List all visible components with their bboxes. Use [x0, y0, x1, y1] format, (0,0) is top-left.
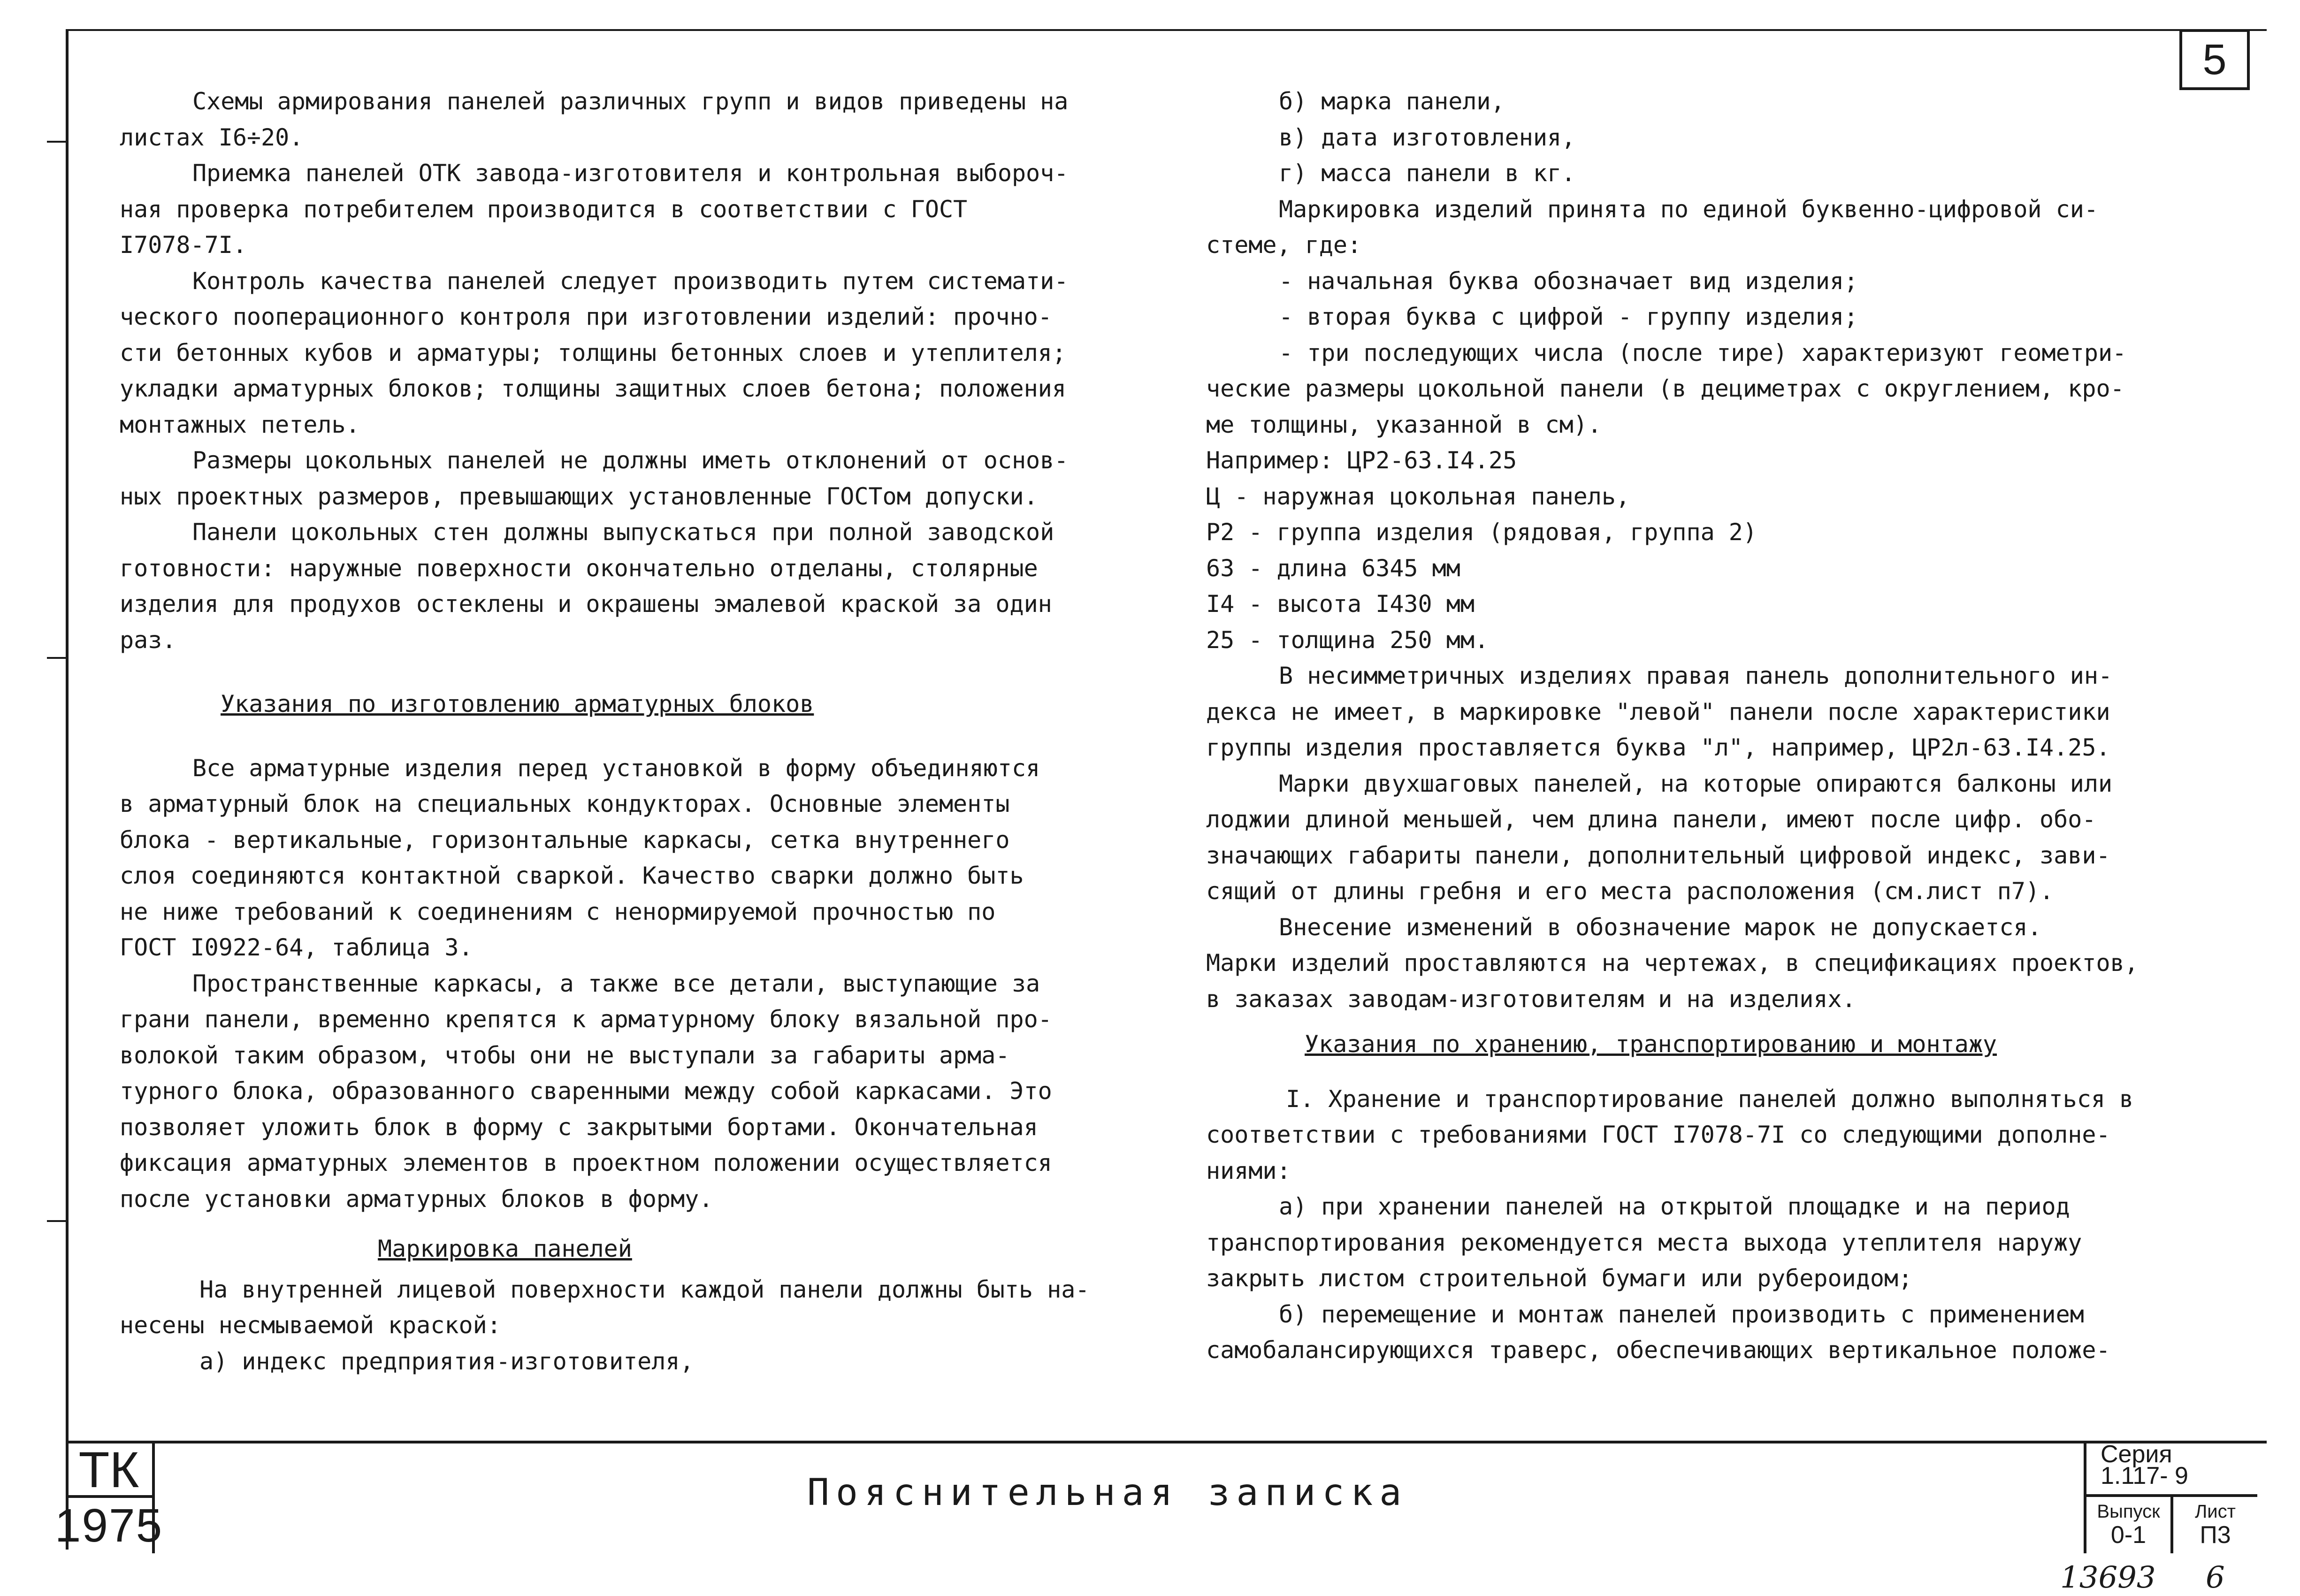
section-heading: Указания по хранению, транспортированию и монтажу: [1305, 1031, 1997, 1058]
list-value: П3: [2200, 1521, 2231, 1549]
text-line: волокой таким образом, чтобы они не выступали за габариты арма-: [120, 1041, 1010, 1069]
text-line: г) масса панели в кг.: [1279, 160, 1576, 187]
text-line: - три последующих числа (после тире) характеризуют геометри-: [1279, 339, 2127, 367]
text-line: группы изделия проставляется буква "л", например, ЦР2л-63.I4.25.: [1206, 734, 2110, 761]
text-line: декса не имеет, в маркировке "левой" панели после характеристики: [1206, 698, 2110, 725]
text-line: Контроль качества панелей следует производить путем системати-: [192, 267, 1069, 295]
text-line: ниями:: [1206, 1157, 1291, 1184]
text-line: в заказах заводам-изготовителям и на изделиях.: [1206, 985, 1856, 1013]
title-block: [54, 1441, 2267, 1553]
right-column: [1206, 84, 2215, 1368]
seria-label: Серия: [2101, 1441, 2172, 1468]
title-block-right: [2084, 1443, 2257, 1553]
text-line: не ниже требований к соединениям с ненормируемой прочностью по: [120, 898, 996, 925]
text-line: листах I6÷20.: [120, 123, 304, 151]
text-line: слоя соединяются контактной сваркой. Качество сварки должно быть: [120, 862, 1024, 889]
text-line: а) при хранении панелей на открытой площадке и на период: [1279, 1193, 2070, 1220]
text-line: грани панели, временно крепятся к арматурному блоку вязальной про-: [120, 1006, 1052, 1033]
text-line: 63 - длина 6345 мм: [1206, 554, 1460, 582]
text-line: после установки арматурных блоков в форму.: [120, 1185, 713, 1213]
page-number: 5: [2179, 29, 2250, 90]
text-line: блока - вертикальные, горизонтальные каркасы, сетка внутреннего: [120, 826, 1010, 854]
text-line: - начальная буква обозначает вид изделия;: [1279, 267, 1858, 295]
text-line: самобалансирующихся траверс, обеспечивающих вертикальное положе-: [1206, 1336, 2110, 1364]
text-line: Марки изделий проставляются на чертежах, в спецификациях проектов,: [1206, 949, 2139, 977]
text-line: готовности: наружные поверхности окончательно отделаны, столярные: [120, 554, 1038, 582]
text-line: Панели цокольных стен должны выпускаться при полной заводской: [192, 519, 1054, 546]
section-heading: Указания по изготовлению арматурных блоков: [221, 690, 814, 718]
text-line: в) дата изготовления,: [1279, 123, 1576, 151]
text-line: Приемка панелей ОТК завода-изготовителя и контрольная выбороч-: [192, 160, 1069, 187]
seria-cell: [2086, 1443, 2257, 1497]
text-line: Ц - наружная цокольная панель,: [1206, 482, 1630, 510]
text-line: транспортирования рекомендуется места выхода утеплителя наружу: [1206, 1229, 2082, 1256]
text-line: ме толщины, указанной в см).: [1206, 411, 1602, 438]
text-line: а) индекс предприятия-изготовителя,: [199, 1347, 694, 1375]
text-line: На внутренней лицевой поверхности каждой панели должны быть на-: [199, 1275, 1090, 1303]
text-line: фиксация арматурных элементов в проектном положении осуществляется: [120, 1149, 1052, 1176]
text-line: ная проверка потребителем производится в соответствии с ГОСТ: [120, 195, 968, 223]
year-label: 1975: [54, 1499, 163, 1552]
text-line: б) перемещение и монтаж панелей производить с применением: [1279, 1300, 2084, 1328]
margin-tick: [47, 1220, 69, 1222]
text-line: I4 - высота I430 мм: [1206, 590, 1475, 618]
text-line: Маркировка изделий принята по единой буквенно-цифровой си-: [1279, 195, 2098, 223]
text-line: ных проектных размеров, превышающих установленные ГОСТом допуски.: [120, 482, 1038, 510]
text-line: Например: ЦР2-63.I4.25: [1206, 447, 1517, 474]
seria-value: 1.117- 9: [2101, 1462, 2188, 1489]
stamp-page: 6: [2206, 1560, 2225, 1595]
text-line: Пространственные каркасы, а также все детали, выступающие за: [192, 970, 1040, 997]
text-line: монтажных петель.: [120, 411, 360, 438]
text-line: Марки двухшаговых панелей, на которые опираются балконы или: [1279, 770, 2113, 797]
text-line: б) марка панели,: [1279, 88, 1505, 115]
text-line: Размеры цокольных панелей не должны иметь отклонений от основ-: [192, 447, 1069, 474]
section-heading: Маркировка панелей: [378, 1235, 632, 1262]
vypusk-cell: [2086, 1497, 2173, 1553]
left-column: [120, 84, 1115, 1379]
title-block-left: [54, 1441, 163, 1553]
text-line: в арматурный блок на специальных кондукторах. Основные элементы: [120, 790, 1010, 817]
text-line: изделия для продухов остеклены и окрашены эмалевой краской за один: [120, 590, 1052, 618]
text-line: ческого пооперационного контроля при изготовлении изделий: прочно-: [120, 303, 1052, 330]
text-line: лоджии длиной меньшей, чем длина панели, имеют после цифр. обо-: [1206, 806, 2096, 833]
text-line: ческие размеры цокольной панели (в дециметрах с округлением, кро-: [1206, 375, 2124, 402]
text-line: несены несмываемой краской:: [120, 1312, 501, 1339]
text-line: - вторая буква с цифрой - группу изделия;: [1279, 303, 1858, 330]
text-line: соответствии с требованиями ГОСТ I7078-7I со следующими дополне-: [1206, 1121, 2110, 1148]
text-line: сящий от длины гребня и его места расположения (см.лист п7).: [1206, 878, 2054, 905]
text-line: ГОСТ I0922-64, таблица 3.: [120, 934, 473, 961]
text-line: I. Хранение и транспортирование панелей должно выполняться в: [1286, 1085, 2134, 1113]
list-cell: [2173, 1497, 2257, 1553]
margin-tick: [47, 141, 69, 143]
inventory-number: 13693: [2060, 1560, 2156, 1595]
text-line: В несимметричных изделиях правая панель дополнительного ин-: [1279, 662, 2113, 689]
vypusk-value: 0-1: [2110, 1521, 2147, 1549]
text-line: Р2 - группа изделия (рядовая, группа 2): [1206, 519, 1757, 546]
tk-label: ТК: [66, 1443, 152, 1498]
list-label: Лист: [2195, 1501, 2236, 1522]
text-line: значающих габариты панели, дополнительный цифровой индекс, зави-: [1206, 841, 2110, 869]
text-line: Схемы армирования панелей различных групп и видов приведены на: [192, 88, 1069, 115]
text-line: укладки арматурных блоков; толщины защитных слоев бетона; положения: [120, 375, 1066, 402]
text-line: стеме, где:: [1206, 231, 1362, 259]
margin-tick: [47, 657, 69, 659]
text-line: Все арматурные изделия перед установкой в форму объединяются: [192, 754, 1040, 782]
text-line: турного блока, образованного сваренными между собой каркасами. Это: [120, 1077, 1052, 1105]
text-line: раз.: [120, 626, 176, 654]
text-line: I7078-7I.: [120, 231, 247, 259]
text-line: Внесение изменений в обозначение марок не допускается.: [1279, 913, 2042, 941]
text-line: 25 - толщина 250 мм.: [1206, 626, 1489, 654]
text-line: позволяет уложить блок в форму с закрытыми бортами. Окончательная: [120, 1113, 1038, 1141]
text-line: закрыть листом строительной бумаги или рубероидом;: [1206, 1265, 1913, 1292]
text-line: сти бетонных кубов и арматуры; толщины бетонных слоев и утеплителя;: [120, 339, 1066, 367]
document-title: Пояснительная записка: [807, 1472, 1408, 1514]
vypusk-label: Выпуск: [2097, 1501, 2160, 1522]
